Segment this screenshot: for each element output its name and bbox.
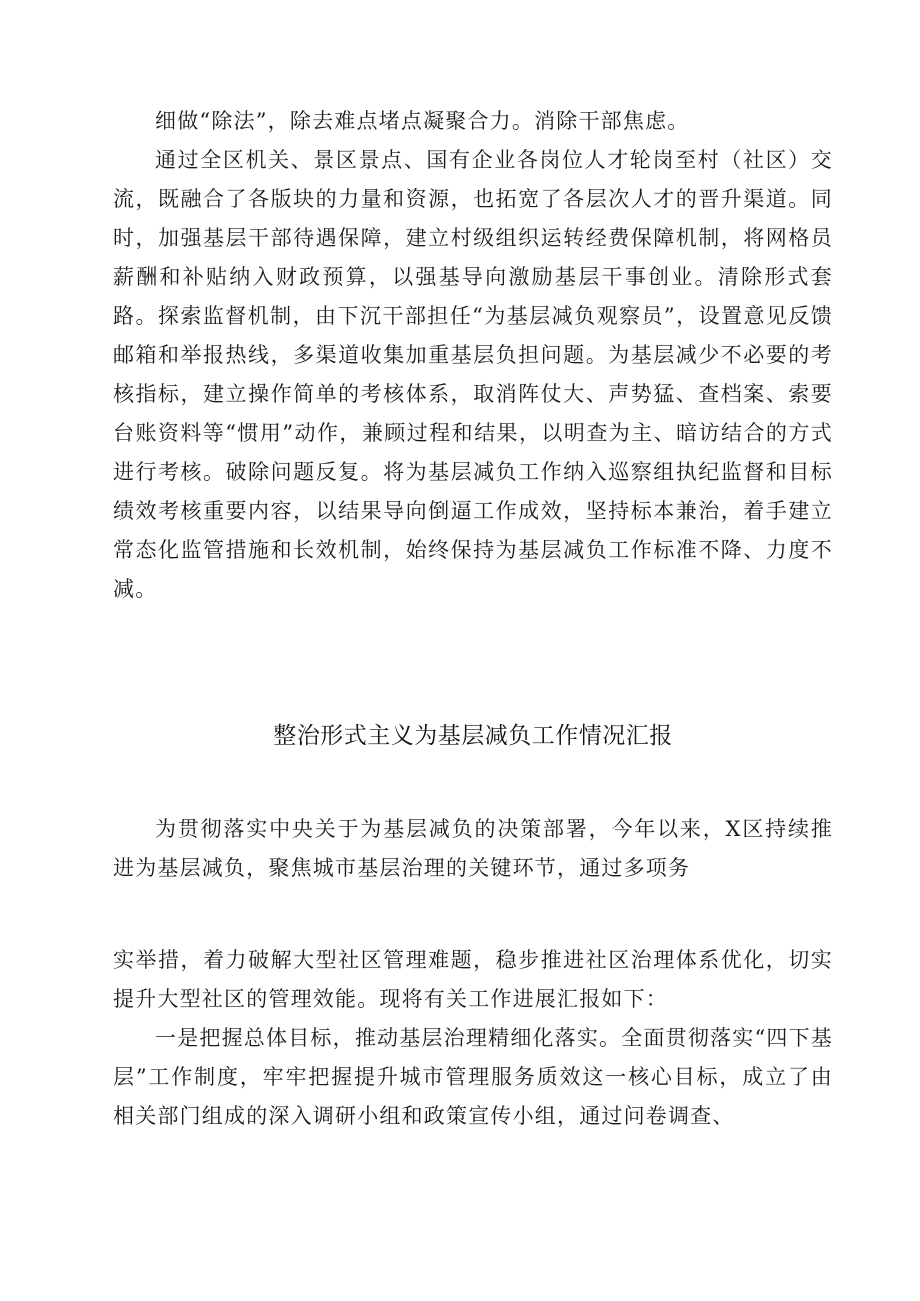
paragraph-body: 通过全区机关、景区景点、国有企业各岗位人才轮岗至村（社区）交流，既融合了各版块的力量和资源，也拓宽了各层次人才的晋升渠道。同时，加强基层干部待遇保障，建立村级组织运转经费保障机制，将网格员薪酬和补贴纳入财政预算，以强基导向激励基层干事创业。清除形式套路。探索监督机制，由下沉干部担任“为基层减负观察员”，设置意见反馈邮箱和举报热线，多渠道收集加重基层负担问题。为基层减少不必要的考核指标，建立操作简单的考核体系，取消阵仗大、声势猛、查档案、索要台账资料等“惯用”动作，兼顾过程和结果，以明查为主、暗访结合的方式进行考核。破除问题反复。将为基层减负工作纳入巡察组执纪监督和目标绩效考核重要内容，以结果导向倒逼工作成效，坚持标本兼治，着手建立常态化监管措施和长效机制，始终保持为基层减负工作标准不降、力度不减。 bbox=[113, 148, 833, 601]
paragraph-opening-line: 细做“除法”，除去难点堵点凝聚合力。消除干部焦虑。 bbox=[155, 109, 690, 133]
section-1 bbox=[113, 102, 833, 609]
paragraph-continuation: 实举措，着力破解大型社区管理难题，稳步推进社区治理体系优化，切实提升大型社区的管理效能。现将有关工作进展汇报如下： bbox=[113, 948, 833, 1011]
report-title: 整治形式主义为基层减负工作情况汇报 bbox=[273, 723, 673, 749]
paragraph-intro: 为贯彻落实中央关于为基层减负的决策部署，今年以来，X区持续推进为基层减负，聚焦城市基层治理的关键环节，通过多项务 bbox=[113, 817, 833, 880]
paragraph-point-1: 一是把握总体目标，推动基层治理精细化落实。全面贯彻落实“四下基层”工作制度，牢牢把握提升城市管理服务质效这一核心目标，成立了由相关部门组成的深入调研小组和政策宣传小组，通过问卷调查、 bbox=[113, 1026, 833, 1128]
section-2 bbox=[113, 810, 833, 888]
section-3 bbox=[113, 941, 833, 1136]
